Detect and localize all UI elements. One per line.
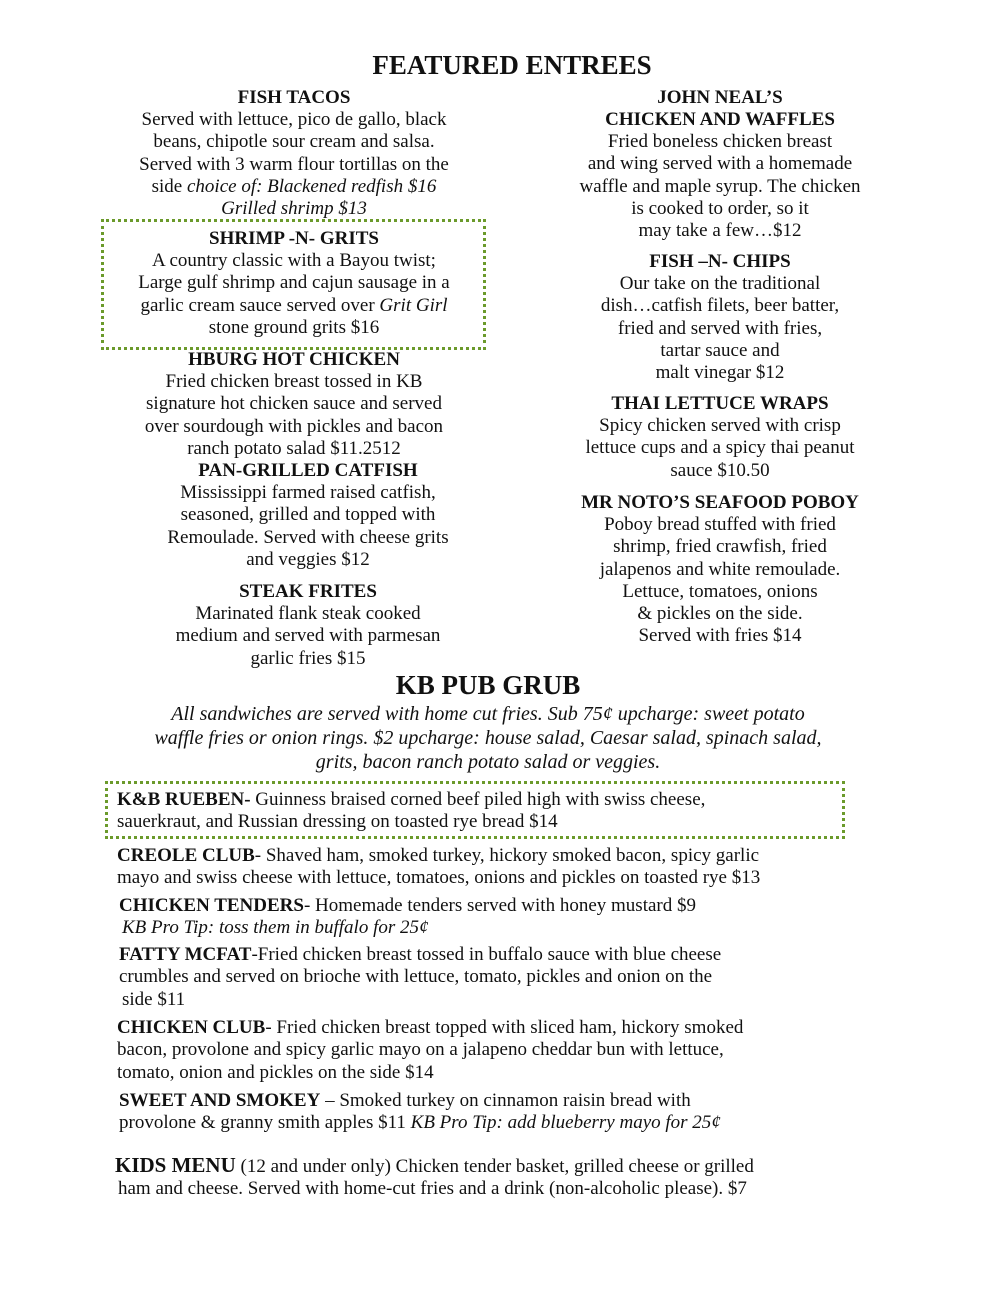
thai-line: lettuce cups and a spicy thai peanut [585,437,855,459]
thai-name: THAI LETTUCE WRAPS [611,393,829,414]
featured-title: FEATURED ENTREES [372,50,652,80]
creole-line [117,845,877,867]
tenders-pro-tip: KB Pro Tip: toss them in buffalo for 25¢ [122,917,429,939]
steak-line: garlic fries $15 [250,647,366,669]
chicken-club-item [117,1017,857,1084]
fatty-line: side $11 [122,988,186,1010]
fish-tacos-text: side [151,175,187,197]
creole-item [117,845,877,890]
tenders-name: CHICKEN TENDERS [119,895,304,916]
sweet-smokey-line [119,1112,859,1134]
kids-menu-text: (12 and under only) Chicken tender basket, grilled cheese or grilled [235,1156,754,1177]
chicken-club-line: bacon, provolone and spicy garlic mayo on a jalapeno cheddar bun with lettuce, [117,1039,724,1061]
poboy-line: Served with fries $14 [638,625,802,647]
shrimp-grits-line: Large gulf shrimp and cajun sausage in a [138,272,450,294]
fish-chips-name: FISH –N- CHIPS [649,251,791,272]
reuben-line [117,789,837,811]
chicken-waffles-name: CHICKEN AND WAFFLES [605,109,835,130]
shrimp-grits-line [94,295,494,317]
chicken-waffles-line: and wing served with a homemade [587,153,853,175]
kids-menu-line: ham and cheese. Served with home-cut fries and a drink (non-alcoholic please). $7 [118,1178,747,1200]
fish-chips-item [520,251,920,384]
chicken-club-text: - Fried chicken breast topped with sliced ham, hickory smoked [265,1017,744,1038]
reuben-item [117,789,837,834]
creole-line: mayo and swiss cheese with lettuce, tomatoes, onions and pickles on toasted rye $13 [117,867,761,889]
pub-grub-title: KB PUB GRUB [395,670,581,700]
kids-menu-name: KIDS MENU [115,1153,236,1177]
sweet-smokey-line [119,1090,859,1112]
pub-intro-line: grits, bacon ranch potato salad or veggies. [315,751,661,773]
kids-menu-line [115,1154,875,1178]
thai-line: Spicy chicken served with crisp [599,415,841,436]
steak-name: STEAK FRITES [239,581,377,602]
catfish-line: Mississippi farmed raised catfish, [180,482,436,503]
chicken-waffles-line: may take a few…$12 [638,220,802,242]
shrimp-grits-name: SHRIMP -N- GRITS [209,228,379,249]
poboy-line: Lettuce, tomatoes, onions [622,580,818,602]
fatty-name: FATTY MCFAT [119,944,252,965]
catfish-name: PAN-GRILLED CATFISH [198,460,418,481]
pub-intro-line: All sandwiches are served with home cut fries. Sub 75¢ upcharge: sweet potato [171,703,805,725]
fish-tacos-line: beans, chipotle sour cream and salsa. [153,131,435,153]
fish-tacos-item [94,87,494,220]
chicken-club-name: CHICKEN CLUB [117,1017,266,1038]
chicken-waffles-name: JOHN NEAL’S [657,87,783,108]
thai-line: sauce $10.50 [670,459,770,481]
sweet-smokey-pro-tip: KB Pro Tip: add blueberry mayo for 25¢ [410,1112,721,1134]
sweet-smokey-text: provolone & granny smith apples $11 [119,1112,411,1134]
tenders-text: - Homemade tenders served with honey mustard $9 [303,895,696,916]
fish-tacos-line [94,176,494,198]
creole-name: CREOLE CLUB [117,845,255,866]
fish-tacos-choice: choice of: Blackened redfish $16 [186,175,437,197]
creole-text: - Shaved ham, smoked turkey, hickory smoked bacon, spicy garlic [254,845,760,866]
chicken-club-line [117,1017,857,1039]
poboy-line: Poboy bread stuffed with fried [604,514,836,535]
chicken-club-line: tomato, onion and pickles on the side $14 [117,1061,434,1083]
fish-tacos-choice: Grilled shrimp $13 [221,198,367,220]
fatty-line [119,944,859,966]
poboy-line: & pickles on the side. [637,603,803,625]
reuben-text: Guinness braised corned beef piled high with swiss cheese, [250,789,706,810]
steak-line: Marinated flank steak cooked [195,603,421,624]
fish-chips-line: tartar sauce and [660,339,780,361]
pub-grub-intro [0,702,976,774]
hburg-name: HBURG HOT CHICKEN [188,349,400,370]
kids-menu-item [115,1154,875,1201]
sweet-smokey-item [119,1090,859,1135]
tenders-line [119,895,859,917]
chicken-waffles-line: waffle and maple syrup. The chicken [579,175,861,197]
poboy-line: jalapenos and white remoulade. [599,558,841,580]
hburg-line: signature hot chicken sauce and served [146,393,442,415]
poboy-name: MR NOTO’S SEAFOOD POBOY [581,492,859,513]
fish-tacos-line: Served with 3 warm flour tortillas on the [139,153,449,175]
chicken-waffles-line: is cooked to order, so it [631,197,809,219]
sweet-smokey-text: – Smoked turkey on cinnamon raisin bread with [320,1090,691,1111]
poboy-item [520,492,920,648]
chicken-waffles-line: Fried boneless chicken breast [607,131,833,152]
tenders-item [119,895,859,940]
shrimp-grits-text: garlic cream sauce served over [140,294,380,316]
hburg-line: ranch potato salad $11.2512 [187,437,401,459]
thai-item [520,393,920,482]
steak-line: medium and served with parmesan [175,625,441,647]
reuben-name: K&B RUEBEN- [117,789,251,810]
fish-chips-line: malt vinegar $12 [655,362,785,384]
shrimp-grits-line: A country classic with a Bayou twist; [152,250,436,271]
fish-tacos-line: Served with lettuce, pico de gallo, black [141,109,447,130]
fish-chips-line: Our take on the traditional [619,273,821,294]
pub-intro-line: waffle fries or onion rings. $2 upcharge: house salad, Caesar salad, spinach salad, [154,727,822,749]
fatty-item [119,944,859,1011]
hburg-item [94,349,494,460]
steak-item [108,581,508,670]
catfish-line: Remoulade. Served with cheese grits [167,526,449,548]
sweet-smokey-name: SWEET AND SMOKEY [119,1090,321,1111]
fish-tacos-name: FISH TACOS [237,87,351,108]
chicken-waffles-item [520,87,920,242]
hburg-line: over sourdough with pickles and bacon [144,415,444,437]
catfish-item [108,460,508,571]
fatty-text: -Fried chicken breast tossed in buffalo sauce with blue cheese [251,944,722,965]
catfish-line: and veggies $12 [246,548,370,570]
fish-chips-line: dish…catfish filets, beer batter, [600,295,840,317]
reuben-line: sauerkraut, and Russian dressing on toasted rye bread $14 [117,811,558,833]
shrimp-grits-line: stone ground grits $16 [208,316,380,338]
fatty-line: crumbles and served on brioche with lettuce, tomato, pickles and onion on the [119,966,713,988]
shrimp-grits-item [94,228,494,339]
poboy-line: shrimp, fried crawfish, fried [613,536,827,558]
grit-girl-brand: Grit Girl [379,294,448,316]
hburg-line: Fried chicken breast tossed in KB [165,371,423,392]
catfish-line: seasoned, grilled and topped with [180,504,436,526]
fish-chips-line: fried and served with fries, [617,317,823,339]
